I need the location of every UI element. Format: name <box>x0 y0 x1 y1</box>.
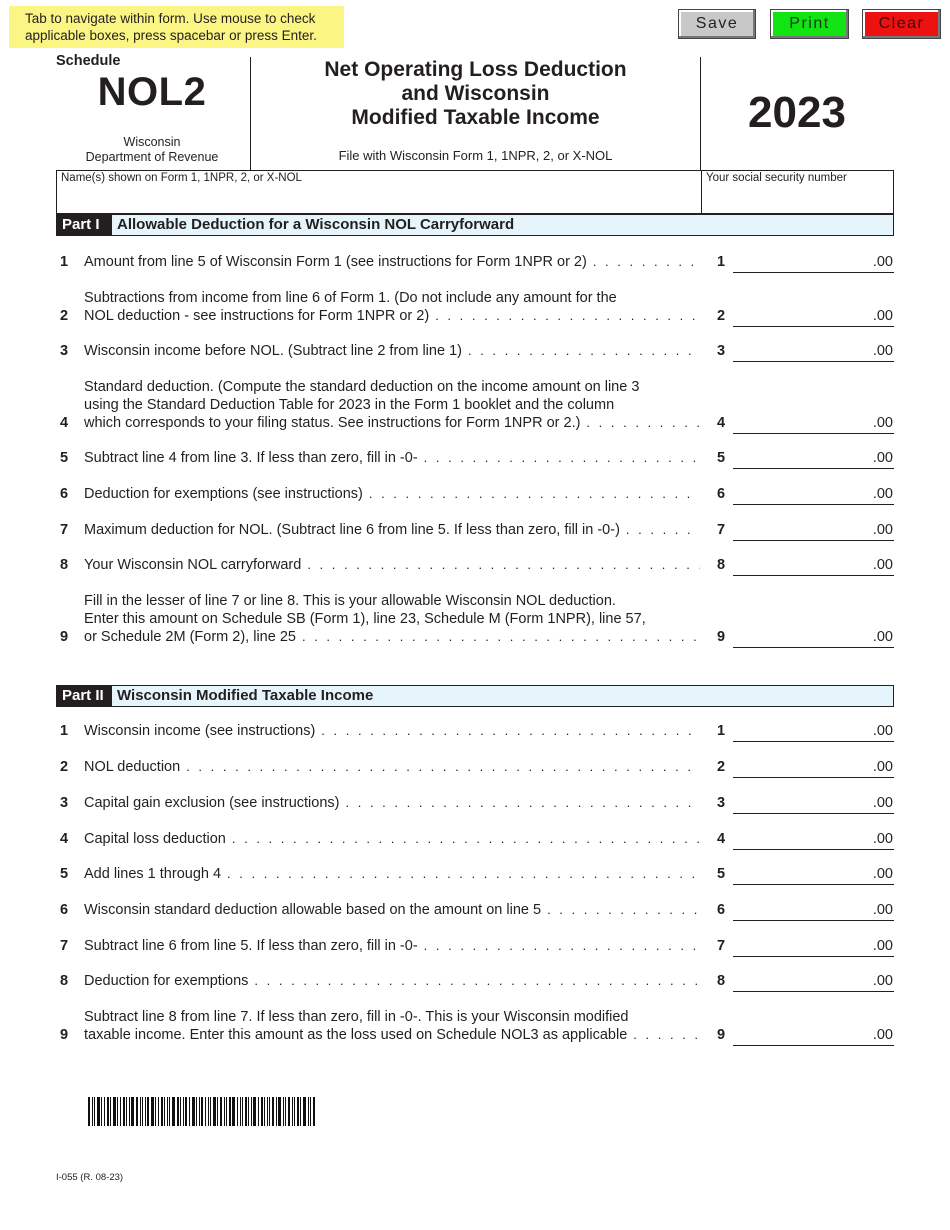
barcode-bar <box>253 1097 256 1126</box>
line-text: Subtractions from income from line 6 of Form 1. (Do not include any amount for the <box>84 290 617 306</box>
dot-leader <box>547 901 700 919</box>
amount-field[interactable] <box>733 901 894 921</box>
line-text: Your Wisconsin NOL carryforward <box>84 557 302 573</box>
line-description <box>84 972 700 990</box>
title-line-1: Net Operating Loss Deduction <box>324 58 627 81</box>
barcode-bar <box>97 1097 100 1126</box>
barcode-bar <box>313 1097 315 1126</box>
barcode-bar <box>142 1097 143 1126</box>
line-reference: 6 <box>717 486 726 502</box>
line-text: Add lines 1 through 4 <box>84 866 222 882</box>
barcode-bar <box>110 1097 111 1126</box>
line-reference: 2 <box>717 308 726 324</box>
part2-line-8 <box>0 970 950 990</box>
line-text: Wisconsin income (see instructions) <box>84 723 316 739</box>
line-description <box>84 937 700 955</box>
barcode-bar <box>288 1097 290 1126</box>
part2-line-6 <box>0 899 950 919</box>
part2-tag: Part II <box>57 686 112 706</box>
dot-leader <box>593 253 700 271</box>
barcode-bar <box>232 1097 235 1126</box>
line-number: 4 <box>60 831 69 847</box>
part2-line-1 <box>0 720 950 740</box>
form-title <box>252 58 699 130</box>
barcode-bar <box>297 1097 299 1126</box>
dot-leader <box>468 342 700 360</box>
line-number: 7 <box>60 938 69 954</box>
barcode-bar <box>113 1097 116 1126</box>
line-reference: 8 <box>717 973 726 989</box>
barcode-bar <box>201 1097 203 1126</box>
barcode-bar <box>147 1097 149 1126</box>
barcode-bar <box>220 1097 222 1126</box>
barcode-bar <box>242 1097 243 1126</box>
dot-leader <box>321 722 700 740</box>
line-text: Fill in the lesser of line 7 or line 8. This is your allowable Wisconsin NOL deduction. <box>84 593 616 609</box>
header-divider-left <box>250 57 251 170</box>
dot-leader <box>186 758 700 776</box>
amount-field[interactable] <box>733 758 894 778</box>
barcode-bar <box>237 1097 238 1126</box>
barcode-bar <box>167 1097 168 1126</box>
barcode-bar <box>131 1097 134 1126</box>
barcode-bar <box>107 1097 109 1126</box>
part1-line-4 <box>0 379 950 432</box>
line-description <box>84 378 700 432</box>
line-description <box>84 592 700 646</box>
part1-title: Allowable Deduction for a Wisconsin NOL Carryforward <box>117 216 515 233</box>
line-description <box>84 1008 700 1044</box>
part2-line-5 <box>0 863 950 883</box>
part2-line-7 <box>0 935 950 955</box>
line-text: or Schedule 2M (Form 2), line 25 <box>84 629 296 645</box>
amount-field[interactable] <box>733 342 894 362</box>
cents-label: .00 <box>872 831 893 847</box>
part1-line-8 <box>0 554 950 574</box>
barcode-bar <box>177 1097 179 1126</box>
barcode-bar <box>248 1097 249 1126</box>
cents-label: .00 <box>872 522 893 538</box>
cents-label: .00 <box>872 1027 893 1043</box>
save-button[interactable]: Save <box>678 9 756 39</box>
amount-field[interactable] <box>733 253 894 273</box>
barcode-bar <box>267 1097 268 1126</box>
line-text: Standard deduction. (Compute the standard deduction on the income amount on line 3 <box>84 379 640 395</box>
barcode-bar <box>117 1097 118 1126</box>
part1-tag: Part I <box>57 215 112 235</box>
identity-box <box>56 170 894 214</box>
part2-line-2 <box>0 756 950 776</box>
amount-field[interactable] <box>733 307 894 327</box>
line-description <box>84 485 700 503</box>
line-text: NOL deduction <box>84 759 181 775</box>
barcode-bar <box>101 1097 102 1126</box>
amount-field[interactable] <box>733 865 894 885</box>
barcode-bar <box>213 1097 216 1126</box>
amount-field[interactable] <box>733 722 894 742</box>
line-text: Amount from line 5 of Wisconsin Form 1 (see instructions for Form 1NPR or 2) <box>84 254 587 270</box>
amount-field[interactable] <box>733 794 894 814</box>
barcode-bar <box>92 1097 93 1126</box>
line-reference: 7 <box>717 522 726 538</box>
line-text: Subtract line 6 from line 5. If less than zero, fill in -0- <box>84 938 418 954</box>
line-reference: 9 <box>717 629 726 645</box>
line-text: NOL deduction - see instructions for Form 1NPR or 2) <box>84 308 430 324</box>
part1-line-1 <box>0 251 950 271</box>
amount-field[interactable] <box>733 830 894 850</box>
line-text: using the Standard Deduction Table for 2023 in the Form 1 booklet and the column <box>84 397 615 413</box>
ssn-field[interactable] <box>706 187 892 211</box>
dot-leader <box>626 521 700 539</box>
line-number: 9 <box>60 629 69 645</box>
barcode-bar <box>308 1097 309 1126</box>
part2-header <box>56 685 894 707</box>
line-number: 8 <box>60 973 69 989</box>
line-text: Maximum deduction for NOL. (Subtract line 6 from line 5. If less than zero, fill in -0-) <box>84 522 620 538</box>
form-id: NOL2 <box>97 70 207 114</box>
barcode-bar <box>264 1097 265 1126</box>
barcode-bar <box>258 1097 259 1126</box>
line-description <box>84 794 700 812</box>
cents-label: .00 <box>872 759 893 775</box>
barcode-bar <box>276 1097 277 1126</box>
line-reference: 4 <box>717 415 726 431</box>
barcode-bar <box>245 1097 247 1126</box>
cents-label: .00 <box>872 938 893 954</box>
barcode-bar <box>158 1097 159 1126</box>
line-description <box>84 289 700 325</box>
line-text: Wisconsin standard deduction allowable based on the amount on line 5 <box>84 902 542 918</box>
barcode-bar <box>145 1097 146 1126</box>
part2-line-4 <box>0 828 950 848</box>
barcode-bar <box>169 1097 170 1126</box>
line-number: 6 <box>60 902 69 918</box>
line-description <box>84 758 700 776</box>
line-number: 1 <box>60 723 69 739</box>
barcode-bar <box>226 1097 227 1126</box>
line-description <box>84 521 700 539</box>
dot-leader <box>435 307 700 325</box>
barcode-bar <box>151 1097 154 1126</box>
barcode-bar <box>208 1097 209 1126</box>
part1-line-3 <box>0 340 950 360</box>
line-reference: 4 <box>717 831 726 847</box>
line-description <box>84 556 700 574</box>
dot-leader <box>307 556 700 574</box>
line-text: Enter this amount on Schedule SB (Form 1), line 23, Schedule M (Form 1NPR), line 57, <box>84 611 646 627</box>
cents-label: .00 <box>872 795 893 811</box>
amount-field[interactable] <box>733 521 894 541</box>
line-text: Subtract line 4 from line 3. If less than zero, fill in -0- <box>84 450 418 466</box>
barcode-bar <box>261 1097 263 1126</box>
barcode-bar <box>229 1097 231 1126</box>
amount-field[interactable] <box>733 485 894 505</box>
barcode-bar <box>205 1097 206 1126</box>
barcode-bar <box>155 1097 156 1126</box>
barcode-bar <box>120 1097 121 1126</box>
cents-label: .00 <box>872 450 893 466</box>
barcode-bar <box>285 1097 286 1126</box>
barcode-bar <box>140 1097 141 1126</box>
schedule-label: Schedule <box>56 53 121 69</box>
cents-label: .00 <box>872 973 893 989</box>
barcode-bar <box>129 1097 130 1126</box>
part1-line-7 <box>0 519 950 539</box>
line-reference: 3 <box>717 343 726 359</box>
clear-button[interactable]: Clear <box>862 9 941 39</box>
barcode-bar <box>192 1097 195 1126</box>
file-with-note: File with Wisconsin Form 1, 1NPR, 2, or X-NOL <box>338 148 613 163</box>
cents-label: .00 <box>872 902 893 918</box>
barcode-bar <box>310 1097 311 1126</box>
form-code: I-055 (R. 08-23) <box>56 1172 124 1183</box>
barcode-bar <box>196 1097 197 1126</box>
dot-leader <box>424 937 700 955</box>
barcode-bar <box>189 1097 190 1126</box>
cents-label: .00 <box>872 343 893 359</box>
amount-field[interactable] <box>733 1026 894 1046</box>
cents-label: .00 <box>872 308 893 324</box>
part2-title: Wisconsin Modified Taxable Income <box>117 687 374 704</box>
name-label: Name(s) shown on Form 1, 1NPR, 2, or X-NOL <box>61 172 302 184</box>
dot-leader <box>633 1026 700 1044</box>
barcode-bar <box>272 1097 274 1126</box>
part1-header <box>56 214 894 236</box>
line-reference: 1 <box>717 723 726 739</box>
barcode-bar <box>104 1097 105 1126</box>
dot-leader <box>586 414 700 432</box>
line-description <box>84 449 700 467</box>
part1-line-9 <box>0 593 950 646</box>
barcode-bar <box>185 1097 187 1126</box>
line-description <box>84 253 700 271</box>
line-description <box>84 901 700 919</box>
line-number: 5 <box>60 450 69 466</box>
line-reference: 7 <box>717 938 726 954</box>
line-description <box>84 830 700 848</box>
line-number: 3 <box>60 795 69 811</box>
barcode-bar <box>292 1097 293 1126</box>
line-description <box>84 722 700 740</box>
barcode-bar <box>300 1097 301 1126</box>
barcode-bar <box>172 1097 175 1126</box>
tax-year: 2023 <box>748 88 846 137</box>
amount-field[interactable] <box>733 449 894 469</box>
part1-line-5 <box>0 447 950 467</box>
barcode-bar <box>94 1097 95 1126</box>
line-number: 5 <box>60 866 69 882</box>
line-number: 2 <box>60 759 69 775</box>
barcode-bar <box>217 1097 218 1126</box>
barcode-bar <box>164 1097 165 1126</box>
barcode-bar <box>240 1097 241 1126</box>
ssn-label: Your social security number <box>706 172 847 184</box>
department-name: Department of Revenue <box>85 149 219 164</box>
line-text: taxable income. Enter this amount as the loss used on Schedule NOL3 as applicable <box>84 1027 628 1043</box>
title-line-2: and Wisconsin <box>401 82 550 105</box>
cents-label: .00 <box>872 486 893 502</box>
line-reference: 8 <box>717 557 726 573</box>
line-number: 6 <box>60 486 69 502</box>
line-text: Subtract line 8 from line 7. If less than zero, fill in -0-. This is your Wisconsin modified <box>84 1009 629 1025</box>
amount-field[interactable] <box>733 972 894 992</box>
barcode-bar <box>283 1097 284 1126</box>
line-reference: 5 <box>717 866 726 882</box>
line-reference: 6 <box>717 902 726 918</box>
line-description <box>84 342 700 360</box>
line-number: 3 <box>60 343 69 359</box>
part2-line-9 <box>0 1009 950 1044</box>
line-reference: 3 <box>717 795 726 811</box>
barcode-bar <box>126 1097 127 1126</box>
dot-leader <box>302 628 700 646</box>
cents-label: .00 <box>872 629 893 645</box>
barcode-bar <box>180 1097 181 1126</box>
barcode-bar <box>269 1097 270 1126</box>
barcode-bar <box>161 1097 163 1126</box>
print-button[interactable]: Print <box>770 9 849 39</box>
line-text: Deduction for exemptions (see instructions) <box>84 486 363 502</box>
barcode-bar <box>136 1097 138 1126</box>
line-reference: 2 <box>717 759 726 775</box>
department-state: Wisconsin <box>123 135 181 149</box>
title-line-3: Modified Taxable Income <box>351 106 600 129</box>
line-number: 7 <box>60 522 69 538</box>
dot-leader <box>369 485 700 503</box>
barcode-bar <box>123 1097 125 1126</box>
department <box>56 135 248 164</box>
part2-line-3 <box>0 792 950 812</box>
line-text: Capital gain exclusion (see instructions) <box>84 795 340 811</box>
line-text: Capital loss deduction <box>84 831 226 847</box>
line-reference: 1 <box>717 254 726 270</box>
part1-line-2 <box>0 290 950 325</box>
barcode-bar <box>183 1097 184 1126</box>
amount-field[interactable] <box>733 628 894 648</box>
barcode-bar <box>88 1097 90 1126</box>
barcode-bar <box>251 1097 252 1126</box>
line-number: 2 <box>60 308 69 324</box>
barcode-icon <box>88 1097 380 1126</box>
line-description <box>84 865 700 883</box>
line-reference: 5 <box>717 450 726 466</box>
amount-field[interactable] <box>733 414 894 434</box>
barcode-bar <box>224 1097 225 1126</box>
line-reference: 9 <box>717 1027 726 1043</box>
part1-line-6 <box>0 483 950 503</box>
dot-leader <box>424 449 700 467</box>
line-number: 4 <box>60 415 69 431</box>
cents-label: .00 <box>872 254 893 270</box>
cents-label: .00 <box>872 415 893 431</box>
navigation-help-note: Tab to navigate within form. Use mouse to check applicable boxes, press spacebar or press Enter. <box>9 6 344 48</box>
line-text: Wisconsin income before NOL. (Subtract line 2 from line 1) <box>84 343 462 359</box>
line-number: 8 <box>60 557 69 573</box>
identity-divider <box>701 171 702 213</box>
amount-field[interactable] <box>733 556 894 576</box>
line-number: 9 <box>60 1027 69 1043</box>
dot-leader <box>232 830 700 848</box>
line-number: 1 <box>60 254 69 270</box>
cents-label: .00 <box>872 723 893 739</box>
dot-leader <box>227 865 700 883</box>
dot-leader <box>346 794 701 812</box>
cents-label: .00 <box>872 557 893 573</box>
line-text: Deduction for exemptions <box>84 973 249 989</box>
barcode-bar <box>210 1097 211 1126</box>
barcode-bar <box>303 1097 306 1126</box>
line-text: which corresponds to your filing status. See instructions for Form 1NPR or 2.) <box>84 415 581 431</box>
cents-label: .00 <box>872 866 893 882</box>
barcode-bar <box>294 1097 295 1126</box>
name-field[interactable] <box>61 187 697 211</box>
barcode-bar <box>278 1097 281 1126</box>
barcode-bar <box>199 1097 200 1126</box>
amount-field[interactable] <box>733 937 894 957</box>
dot-leader <box>254 972 700 990</box>
